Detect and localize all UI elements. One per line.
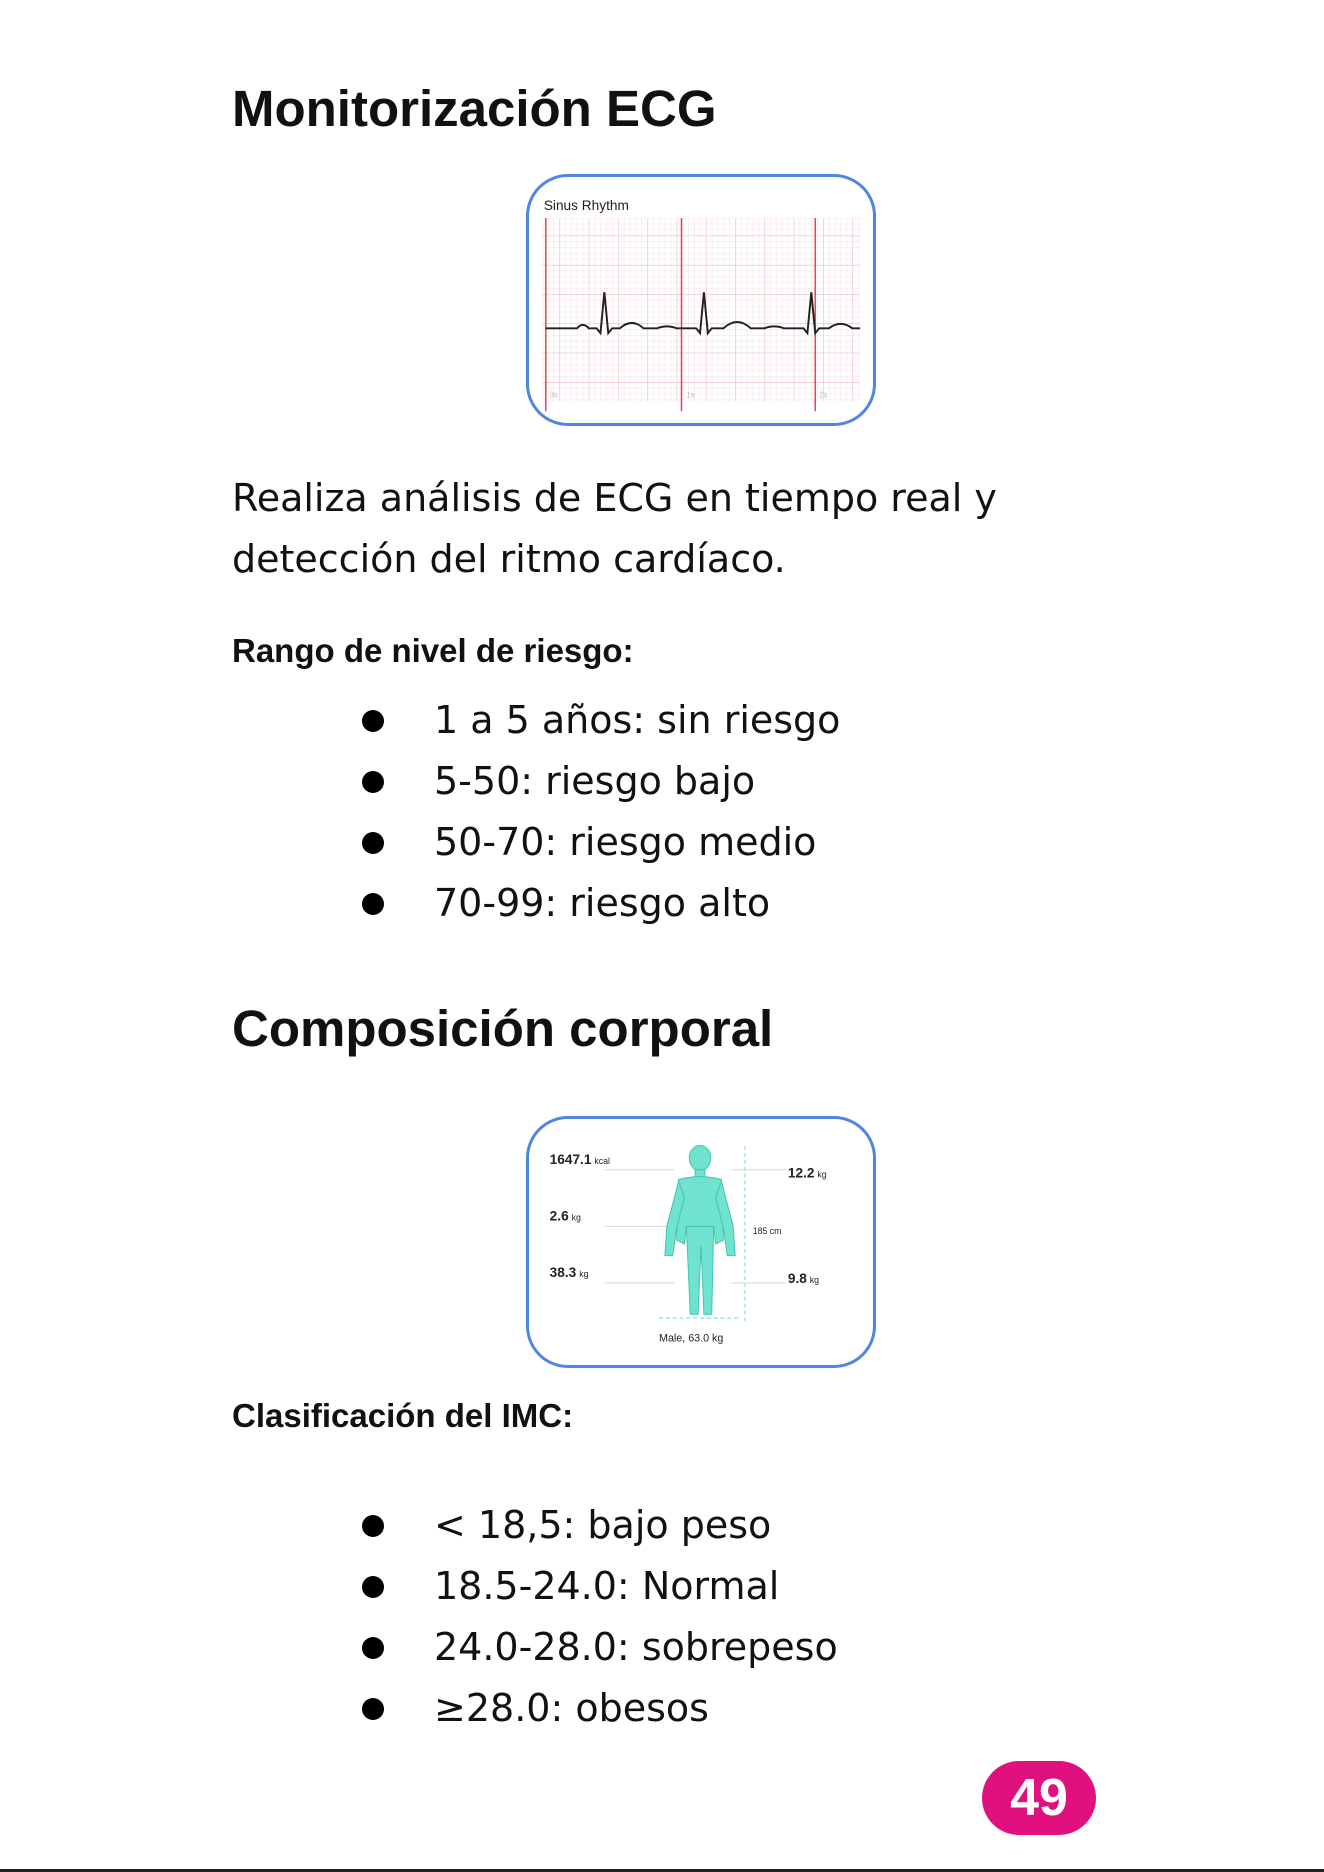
bullet-icon: [362, 710, 384, 732]
bullet-icon: [362, 1637, 384, 1659]
bullet-icon: [362, 771, 384, 793]
list-item: [358, 812, 840, 873]
protein-unit: kg: [809, 1275, 820, 1285]
body-composition-title: Composición corporal: [232, 1000, 774, 1057]
ecg-description: Realiza análisis de ECG en tiempo real y detección del ritmo cardíaco.: [232, 476, 997, 581]
bullet-icon: [362, 1698, 384, 1720]
risk-level-text: 50-70: riesgo medio: [434, 820, 817, 864]
risk-level-text: 5-50: riesgo bajo: [434, 759, 756, 803]
height-value: 185 cm: [752, 1226, 782, 1237]
human-body-icon: [529, 1119, 873, 1365]
fat-unit: kg: [817, 1169, 827, 1180]
svg-text:9.8kg: [788, 1271, 819, 1286]
list-item: [358, 751, 840, 812]
ecg-section-title: Monitorización ECG: [232, 80, 717, 137]
bmi-level-text: 24.0-28.0: sobrepeso: [434, 1625, 838, 1669]
list-item: [358, 1556, 838, 1617]
ecg-rhythm-label: Sinus Rhythm: [543, 198, 629, 214]
moisture-value: 38.3: [549, 1265, 577, 1281]
ecg-figure: [526, 174, 876, 426]
bone-value: 2.6: [549, 1208, 569, 1224]
list-item: [358, 690, 840, 751]
svg-text:2.6kg: [550, 1209, 581, 1224]
bmr-value: 1647.1: [549, 1151, 592, 1167]
ecg-time-mark: 2s: [819, 390, 828, 400]
svg-text:1647.1kcal: [550, 1152, 610, 1167]
bmi-level-text: 18.5-24.0: Normal: [434, 1564, 780, 1608]
ecg-trace-icon: [529, 177, 873, 423]
bullet-icon: [362, 893, 384, 915]
protein-value: 9.8: [787, 1271, 807, 1286]
moisture-unit: kg: [579, 1269, 589, 1280]
bmi-level-text: ≥28.0: obesos: [434, 1686, 709, 1730]
fat-value: 12.2: [787, 1165, 815, 1181]
risk-level-list: [358, 690, 840, 934]
list-item: [358, 1617, 838, 1678]
bmi-level-text: < 18,5: bajo peso: [434, 1503, 772, 1547]
bmr-unit: kcal: [594, 1155, 610, 1166]
bone-unit: kg: [571, 1212, 581, 1223]
bmi-level-list: [358, 1495, 838, 1739]
svg-text:38.3kg: [550, 1265, 589, 1280]
risk-range-heading: Rango de nivel de riesgo:: [232, 632, 634, 669]
list-item: [358, 873, 840, 934]
bullet-icon: [362, 832, 384, 854]
risk-level-text: 1 a 5 años: sin riesgo: [434, 698, 841, 742]
bullet-icon: [362, 1576, 384, 1598]
risk-level-text: 70-99: riesgo alto: [434, 881, 771, 925]
svg-text:12.2kg: [788, 1166, 827, 1181]
page-number-badge: 49: [982, 1761, 1096, 1835]
list-item: [358, 1678, 838, 1739]
body-composition-figure: [526, 1116, 876, 1368]
bmi-classification-heading: Clasificación del IMC:: [232, 1397, 574, 1434]
ecg-time-mark: 1s: [686, 390, 695, 400]
body-footer-label: Male, 63.0 kg: [659, 1332, 724, 1345]
ecg-time-mark: 3s: [549, 390, 558, 400]
list-item: [358, 1495, 838, 1556]
bullet-icon: [362, 1515, 384, 1537]
